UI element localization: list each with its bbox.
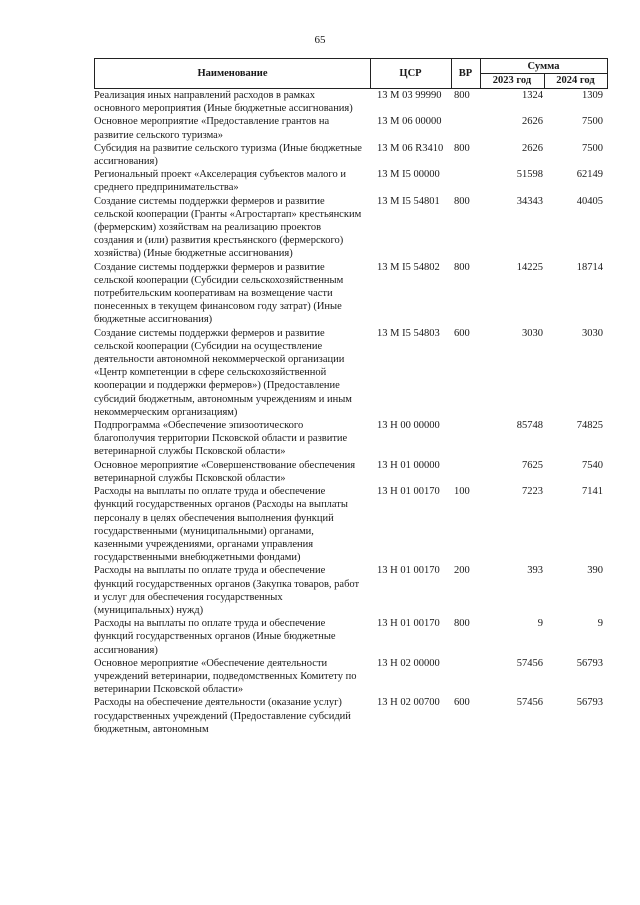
row-vr: 600: [454, 697, 470, 709]
table-row: [94, 564, 608, 617]
row-sum-2024: 390: [587, 565, 603, 577]
row-sum-2024: 56793: [576, 657, 603, 669]
row-name: Подпрограмма «Обеспечение эпизоотического благополучия территории Псковской области и развитие ветеринарной службы Псковской области»: [94, 420, 348, 458]
row-csr: 13 М I5 54801: [377, 195, 440, 207]
row-csr: 13 Н 02 00000: [377, 657, 440, 669]
row-sum-2024: 7500: [582, 116, 603, 128]
row-csr: 13 М 06 R3410: [377, 142, 444, 154]
row-name: Расходы на обеспечение деятельности (оказание услуг) государственных учреждений (Предоставление субсидий бюджетным, автономным: [94, 697, 351, 735]
table-row: [94, 89, 608, 115]
header-csr: ЦСР: [370, 59, 452, 88]
row-name: Создание системы поддержки фермеров и развитие сельской кооперации (Субсидии на осуществление деятельности автономной некоммерческой организации «Центр компетенции в сфере сельскохозяйственной кооперации и поддержки фермеров») (Предоставление субсидий бюджетным, автономным учреждениям и иным некоммерческим организациям): [94, 327, 352, 418]
row-csr: 13 Н 00 00000: [377, 420, 440, 432]
header-sum: Сумма: [480, 59, 607, 74]
row-sum-2024: 40405: [576, 195, 603, 207]
row-name: Создание системы поддержки фермеров и развитие сельской кооперации (Субсидии сельскохозяйственным потребительским кооперативам на возмещение части понесенных в текущем финансовом году затрат) (Иные бюджетные ассигнования): [94, 261, 344, 326]
row-sum-2023: 51598: [516, 169, 543, 181]
table-row: [94, 327, 608, 419]
row-csr: 13 Н 01 00170: [377, 618, 440, 630]
row-vr: 800: [454, 618, 470, 630]
row-vr: 100: [454, 486, 470, 498]
row-csr: 13 М 06 00000: [377, 116, 442, 128]
row-csr: 13 М 03 99990: [377, 90, 442, 101]
row-sum-2023: 34343: [516, 195, 543, 207]
row-sum-2023: 14225: [516, 261, 543, 273]
row-csr: 13 Н 01 00170: [377, 565, 440, 577]
row-name: Основное мероприятие «Предоставление грантов на развитие сельского туризма»: [94, 116, 330, 141]
table-row: [94, 485, 608, 564]
row-name: Региональный проект «Акселерация субъектов малого и среднего предпринимательства»: [94, 169, 346, 194]
row-sum-2024: 1309: [582, 90, 603, 101]
table-row: [94, 459, 608, 485]
row-csr: 13 Н 02 00700: [377, 697, 440, 709]
row-csr: 13 М I5 00000: [377, 169, 440, 181]
row-vr: 800: [454, 261, 470, 273]
row-sum-2023: 7625: [522, 459, 543, 471]
row-sum-2023: 7223: [522, 486, 543, 498]
row-sum-2023: 57456: [516, 657, 543, 669]
row-vr: 600: [454, 327, 470, 339]
row-csr: 13 Н 01 00000: [377, 459, 440, 471]
table-row: [94, 261, 608, 327]
row-name: Расходы на выплаты по оплате труда и обеспечение функций государственных органов (Расходы на выплаты персоналу в целях обеспечения выполнения функций государственными (муниципальными) органами, казенными учреждениями, органами управления государственными внебюджетными фондами): [94, 486, 348, 564]
row-sum-2023: 2626: [522, 116, 543, 128]
row-name: Расходы на выплаты по оплате труда и обеспечение функций государственных органов (Иные бюджетные ассигнования): [94, 618, 336, 656]
row-vr: 800: [454, 90, 470, 101]
row-sum-2024: 62149: [576, 169, 603, 181]
row-sum-2023: 1324: [522, 90, 543, 101]
table-row: [94, 168, 608, 194]
table-row: [94, 195, 608, 261]
row-name: Основное мероприятие «Обеспечение деятельности учреждений ветеринарии, подведомственных Комитету по ветеринарии Псковской области»: [94, 657, 357, 696]
row-sum-2024: 7141: [582, 486, 603, 498]
row-csr: 13 М I5 54802: [377, 261, 440, 273]
row-sum-2023: 85748: [516, 420, 543, 432]
table-row: [94, 657, 608, 697]
row-name: Расходы на выплаты по оплате труда и обеспечение функций государственных органов (Закупка товаров, работ и услуг для обеспечения государственных (муниципальных) нужд): [94, 565, 360, 616]
row-sum-2024: 56793: [576, 697, 603, 709]
row-sum-2024: 7500: [582, 142, 603, 154]
budget-table: [94, 58, 608, 736]
row-sum-2023: 393: [527, 565, 543, 577]
row-name: Создание системы поддержки фермеров и развитие сельской кооперации (Гранты «Агростартап» крестьянским (фермерским) хозяйствам на реализацию проектов создания и (или) развития крестьянского (фермерского) хозяйства) (Иные бюджетные ассигнования): [94, 195, 362, 260]
header-vr: ВР: [451, 59, 481, 88]
row-sum-2023: 3030: [522, 327, 543, 339]
table-header: [94, 58, 608, 89]
row-sum-2023: 9: [537, 618, 543, 630]
row-vr: 800: [454, 195, 470, 207]
row-sum-2024: 74825: [576, 420, 603, 432]
header-year-2023: 2023 год: [480, 73, 545, 88]
row-name: Реализация иных направлений расходов в рамках основного мероприятия (Иные бюджетные ассигнования): [94, 90, 353, 115]
row-vr: 800: [454, 142, 470, 154]
table-row: [94, 115, 608, 141]
row-sum-2023: 57456: [516, 697, 543, 709]
table-row: [94, 419, 608, 459]
header-sum-group: [480, 59, 607, 88]
header-name: Наименование: [95, 59, 371, 88]
table-body: [94, 89, 608, 736]
table-row: [94, 617, 608, 657]
row-csr: 13 М I5 54803: [377, 327, 440, 339]
row-sum-2024: 3030: [582, 327, 603, 339]
row-sum-2024: 7540: [582, 459, 603, 471]
header-year-2024: 2024 год: [556, 75, 595, 86]
row-sum-2024: 18714: [576, 261, 603, 273]
page-number: 65: [314, 34, 326, 46]
table-row: [94, 696, 608, 736]
row-name: Основное мероприятие «Совершенствование обеспечения ветеринарной службы Псковской области»: [94, 459, 356, 484]
table-row: [94, 142, 608, 168]
row-vr: 200: [454, 565, 470, 577]
row-csr: 13 Н 01 00170: [377, 486, 440, 498]
row-sum-2023: 2626: [522, 142, 543, 154]
row-name: Субсидия на развитие сельского туризма (Иные бюджетные ассигнования): [94, 142, 362, 168]
row-sum-2024: 9: [597, 618, 603, 630]
